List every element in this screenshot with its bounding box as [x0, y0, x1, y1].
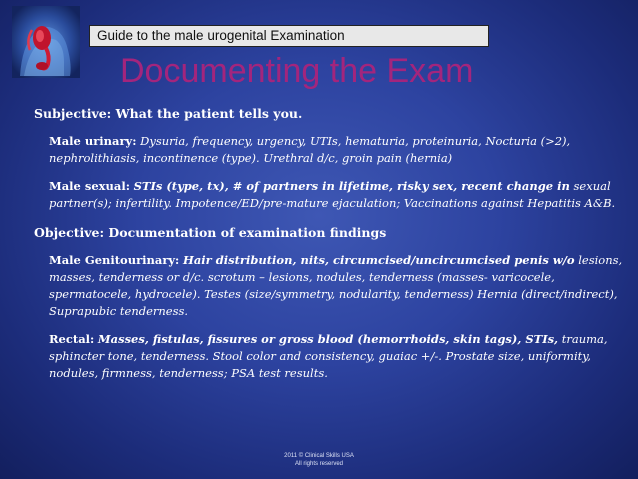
rectal-text: trauma, sphincter tone, tenderness. Stool color and consistency, guaiac +/-. Prostate size, uniformity, nodules, firmness, tenderness; PSA test results.	[49, 332, 608, 380]
rectal-label: Rectal:	[49, 332, 95, 346]
male-genitourinary-label: Male Genitourinary:	[49, 253, 180, 267]
male-urinary-text: Dysuria, frequency, urgency, UTIs, hematuria, proteinuria, Nocturia (>2), nephrolithiasis, incontinence (type). Urethral d/c, groin pain (hernia)	[49, 134, 571, 165]
copyright-line: 2011 © Clinical Skills USA	[284, 453, 354, 459]
slide-content	[34, 106, 634, 393]
male-sexual-text: sexual partner(s); infertility. Impotence/ED/pre-mature ejaculation; Vaccinations against Hepatitis A&B.	[49, 179, 616, 210]
male-genitourinary-bold-text: Hair distribution, nits, circumcised/uncircumcised penis w/o	[182, 253, 575, 267]
copyright-footer	[0, 452, 638, 468]
male-genitourinary-text: lesions, masses, tenderness or d/c. scrotum – lesions, nodules, tenderness (masses- varicocele, spermatocele, hydrocele). Testes (size/symmetry, nodularity, tenderness) Hernia (direct/indirect), Suprapubic tenderness.	[49, 253, 623, 318]
objective-heading: Objective: Documentation of examination findings	[34, 225, 387, 240]
male-sexual-label: Male sexual:	[49, 179, 130, 193]
rectal-bold-text: Masses, fistulas, fissures or gross blood (hemorrhoids, skin tags), STIs,	[97, 332, 559, 346]
slide-title: Documenting the Exam	[120, 52, 474, 90]
male-genitourinary-paragraph	[49, 252, 634, 320]
male-urinary-paragraph	[49, 133, 634, 167]
rights-line: All rights reserved	[294, 461, 344, 467]
male-sexual-paragraph	[49, 178, 634, 212]
anatomy-logo-image	[12, 6, 80, 78]
guide-title-text: Guide to the male urogenital Examination	[97, 28, 345, 43]
male-sexual-bold-text: STIs (type, tx), # of partners in lifetime, risky sex, recent change in	[133, 179, 570, 193]
subjective-heading: Subjective: What the patient tells you.	[34, 106, 303, 121]
rectal-paragraph	[49, 331, 634, 382]
male-urinary-label: Male urinary:	[49, 134, 137, 148]
guide-title-box	[89, 25, 489, 47]
